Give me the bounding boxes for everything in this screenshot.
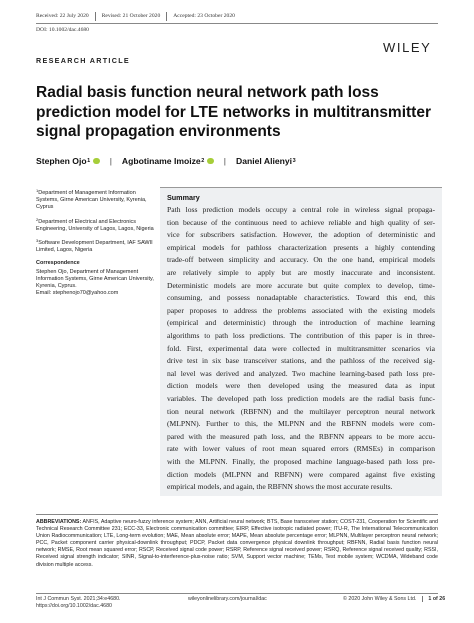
summary-line: paper proposes to address the problems associated with the existing models bbox=[167, 305, 435, 315]
footer-doi-link[interactable]: https://doi.org/10.1002/dac.4680 bbox=[36, 603, 112, 609]
abbreviations bbox=[36, 519, 438, 569]
journal-citation: Int J Commun Syst. 2021;34:e4680. bbox=[36, 596, 121, 602]
author-sup: 2 bbox=[201, 158, 205, 164]
summary-line: consuming, and possess nonadaptable characteristics. Toward this end, this bbox=[167, 293, 435, 303]
summary-line: diction models were then developed using the measured data as input bbox=[167, 381, 435, 391]
author-sup: 3 bbox=[292, 158, 296, 164]
summary-line: nal level was derived and analyzed. Two machine learning-based path loss pre- bbox=[167, 368, 435, 378]
summary-line: tion neural network (RBFNN) and the multilayer perceptron neural network bbox=[167, 406, 435, 416]
accepted-date: Accepted: 23 October 2020 bbox=[166, 12, 241, 21]
correspondence-email[interactable]: Email: stephenojo70@yahoo.com bbox=[36, 290, 119, 297]
summary-line: rate with lower values of root mean squared errors (RMSEs) in comparison bbox=[167, 444, 435, 454]
author-separator: | bbox=[109, 156, 112, 166]
summary-line: empirical models for pathloss characterization presents a highly contending bbox=[167, 242, 435, 252]
copyright: © 2020 John Wiley & Sons Ltd. bbox=[343, 596, 417, 602]
header-divider bbox=[36, 23, 438, 24]
summary-line: pared with the measured path loss, and the RBFNN appears to be more accu- bbox=[167, 431, 435, 441]
publisher-logo: WILEY bbox=[383, 40, 432, 55]
received-date: Received: 22 July 2020 bbox=[36, 13, 89, 19]
summary-line: tion because of the continuous need to achieve reliable and high quality of ser- bbox=[167, 217, 435, 227]
revised-date: Revised: 21 October 2020 bbox=[95, 12, 167, 21]
affiliation-sup: 2 bbox=[36, 216, 39, 222]
footer-citation bbox=[36, 596, 121, 610]
article-type: RESEARCH ARTICLE bbox=[36, 56, 131, 65]
author-name[interactable]: Daniel Alienyi bbox=[236, 156, 293, 166]
summary-line: trade-off between simplicity and accuracy. On the one hand, empirical models bbox=[167, 255, 435, 265]
summary-line: Deterministic models are more accurate but quite complex to develop, time- bbox=[167, 280, 435, 290]
summary-line: with the MLPNN. Finally, the proposed machine language-based path loss pre- bbox=[167, 457, 435, 466]
summary-heading: Summary bbox=[167, 193, 200, 202]
summary-line: (empirical and deterministic) through the introduction of machine learning bbox=[167, 318, 435, 328]
abbreviations-text: ANFIS, Adaptive neuro-fuzzy inference system; ANN, Artificial neural network; BTS, Base transceiver station; COST-231, Cooperation for Scientific and Technical Research Committee 231; ECC-33, Electronic communication committee; EIRP, Effective isotropic radiated power; ITU-R, The International Telecommunication Union Radiocommunication; LTE, Long-term evolution; MAE, Mean absolute error; MAPE, Mean absolute percentage error; MLPNN, Multilayer perceptron neural network; PCC, Packet component carrier physical-downlink throughput; PDCP, Packet data convergence physical downlink throughput; RBFNN, Radial basis function neural network; RMSE, Root mean squared error; RSCP, Received signal code power; RSRP, Reference signal received power; RSRQ, Reference signal received quality; RSSI, Received signal strength indicator; SINR, Signal-to-interference-plus-noise ratio; SVM, Support vector machine; TEMs, Test mobile system; WCDMA, Wideband code division multiple access. bbox=[36, 519, 438, 568]
author-name[interactable]: Agbotiname Imoize bbox=[121, 156, 201, 166]
affiliations bbox=[36, 187, 156, 297]
orcid-icon[interactable] bbox=[207, 158, 214, 165]
correspondence-text: Stephen Ojo, Department of Management Information Systems, Girne American University, Kyrenia, Cyprus. bbox=[36, 268, 154, 290]
abbreviations-divider bbox=[36, 514, 438, 515]
summary-line: are relatively simple to apply but are mostly inaccurate and inconsistent. bbox=[167, 268, 435, 277]
doi[interactable]: DOI: 10.1002/dac.4680 bbox=[36, 27, 89, 33]
summary-line: variables. The developed path loss prediction models are the radial basis func- bbox=[167, 394, 435, 403]
affiliation bbox=[36, 187, 156, 212]
summary-line: drive test in six base transceiver stations, and the pathloss of the received sig- bbox=[167, 356, 435, 366]
author-name[interactable]: Stephen Ojo bbox=[36, 156, 87, 166]
page-number: 1 of 26 bbox=[422, 596, 445, 602]
summary-line: vice for subscribers satisfaction. However, the adoption of deterministic and bbox=[167, 230, 435, 240]
affiliation-text: Software Development Department, IAF SAWII Limited, Lagos, Nigeria bbox=[36, 240, 153, 254]
author-sup: 1 bbox=[87, 158, 91, 164]
affiliation-sup: 1 bbox=[36, 188, 39, 193]
abbreviations-label: ABBREVIATIONS: bbox=[36, 519, 82, 525]
summary-line: fold. First, experimental data were collected in multitransmitter scenarios via bbox=[167, 343, 435, 353]
correspondence-heading: Correspondence bbox=[36, 260, 80, 267]
summary-line: Path loss prediction models occupy a central role in wireless signal propaga- bbox=[167, 205, 435, 214]
footer-divider bbox=[36, 593, 438, 594]
author-list bbox=[36, 156, 296, 166]
summary-line: algorithms to path loss predictions. The contribution of this paper is in three- bbox=[167, 331, 435, 340]
journal-site-link[interactable]: wileyonlinelibrary.com/journal/dac bbox=[188, 596, 267, 602]
affiliation bbox=[36, 216, 156, 233]
author-separator: | bbox=[223, 156, 227, 166]
summary-line: (MLPNN). Further to this, the MLPNN and the RBFNN models were com- bbox=[167, 419, 435, 429]
affiliation-text: Department of Management Information Systems, Girne American University, Kyrenia, Cyprus bbox=[36, 190, 147, 211]
article-history bbox=[36, 12, 241, 21]
affiliation-sup: 3 bbox=[36, 238, 39, 244]
footer-right bbox=[343, 596, 445, 602]
summary-line: empirical models, and again, the RBFNN shows the most accurate results. bbox=[167, 482, 393, 492]
affiliation-text: Department of Electrical and Electronics Engineering, University of Lagos, Lagos, Nigeria bbox=[36, 218, 154, 232]
paper-title: Radial basis function neural network path loss prediction model for LTE networks in multitransmitter signal propagation environments bbox=[36, 84, 432, 140]
summary-line: diction models (MLPNN and RBFNN) were compared against five existing bbox=[167, 469, 435, 479]
orcid-icon[interactable] bbox=[93, 158, 100, 165]
affiliation bbox=[36, 237, 156, 254]
